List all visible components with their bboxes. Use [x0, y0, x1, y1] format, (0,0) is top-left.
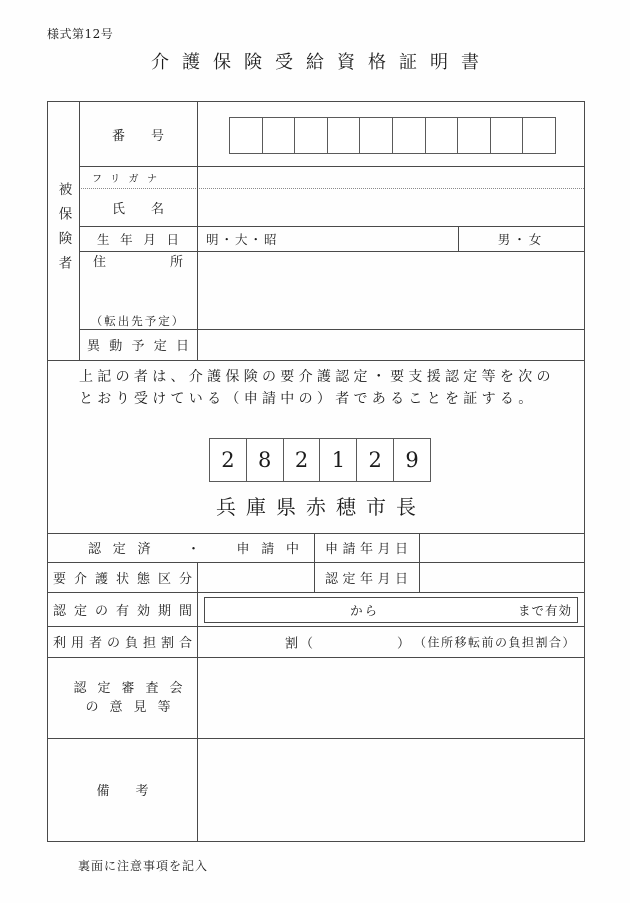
committee-label-line2: の意見等 — [85, 699, 182, 715]
insured-section-label: 被保険者 — [55, 182, 72, 280]
code-digit: 2 — [357, 439, 394, 481]
birth-label: 生年月日 — [97, 231, 179, 247]
certification-statement — [79, 366, 583, 410]
number-box — [426, 118, 459, 153]
name-label: 氏 名 — [111, 201, 164, 217]
number-box — [230, 118, 263, 153]
code-digit: 9 — [405, 448, 419, 472]
care-level-label: 要介護状態区分 — [53, 571, 192, 587]
gender-cell — [458, 226, 584, 251]
status-options-cell — [48, 533, 314, 562]
address-label-cell — [79, 251, 197, 329]
footer-note: 裏面に注意事項を記入 — [78, 859, 209, 873]
committee-label-cell — [48, 657, 208, 738]
burden-value-cell — [197, 626, 584, 657]
valid-until-label: まで有効 — [517, 603, 572, 618]
remarks-label-cell — [48, 738, 197, 841]
number-box — [393, 118, 426, 153]
number-box — [328, 118, 361, 153]
code-digit-boxes — [209, 438, 431, 482]
birth-label-cell — [79, 226, 197, 251]
number-label-cell — [79, 102, 197, 166]
divider — [48, 360, 584, 361]
insured-section-header — [48, 102, 79, 360]
number-box — [458, 118, 491, 153]
divider — [419, 533, 420, 592]
burden-note: （住所移転前の負担割合） — [413, 635, 576, 649]
birth-era-options: 明・大・昭 — [206, 231, 279, 247]
committee-label-line1: 認定審査会 — [73, 680, 194, 696]
issuer-name: 兵庫県赤穂市長 — [216, 495, 426, 519]
statement-line2: とおり受けている（申請中の）者であることを証する。 — [79, 391, 537, 407]
move-date-label-cell — [79, 329, 197, 360]
status-options: 認定済 ・ 申請中 — [88, 542, 300, 557]
document-title: 介護保険受給資格証明書 — [151, 52, 492, 73]
number-box — [523, 118, 555, 153]
number-box — [295, 118, 328, 153]
valid-period-label: 認定の有効期間 — [53, 603, 192, 619]
address-sub-label: （転出先予定） — [90, 314, 186, 328]
name-label-cell — [79, 188, 197, 226]
number-label: 番 号 — [111, 128, 164, 144]
furigana-label-cell — [79, 166, 197, 188]
valid-from-label: から — [350, 603, 380, 618]
certified-date-label-cell — [314, 562, 419, 592]
furigana-label: フリガナ — [92, 173, 166, 185]
application-date-label-cell — [314, 533, 419, 562]
code-digit: 2 — [284, 439, 321, 481]
code-digit: 1 — [320, 439, 357, 481]
burden-prefix: 割（ — [285, 636, 316, 651]
form-number-note: 様式第12号 — [47, 27, 114, 41]
move-date-label: 異動予定日 — [87, 339, 189, 354]
burden-label-cell — [48, 626, 197, 657]
care-level-label-cell — [48, 562, 197, 592]
burden-suffix: ） — [397, 636, 411, 651]
birth-era-cell — [197, 226, 458, 251]
certified-date-label: 認定年月日 — [325, 571, 408, 587]
number-box — [491, 118, 524, 153]
certificate-table — [47, 101, 585, 842]
number-box — [263, 118, 296, 153]
valid-period-entry-box — [204, 597, 578, 623]
code-digit: 8 — [247, 439, 284, 481]
code-digit: 2 — [210, 439, 247, 481]
valid-period-label-cell — [48, 592, 197, 626]
address-label: 住 所 — [93, 255, 183, 270]
insured-number-boxes — [229, 117, 556, 154]
number-box — [360, 118, 393, 153]
application-date-label: 申請年月日 — [325, 542, 408, 557]
remarks-label: 備 考 — [96, 784, 149, 799]
statement-line1: 上記の者は、介護保険の要介護認定・要支援認定等を次の — [79, 369, 555, 385]
burden-label: 利用者の負担割合 — [53, 636, 192, 651]
gender-options: 男・女 — [497, 231, 545, 247]
